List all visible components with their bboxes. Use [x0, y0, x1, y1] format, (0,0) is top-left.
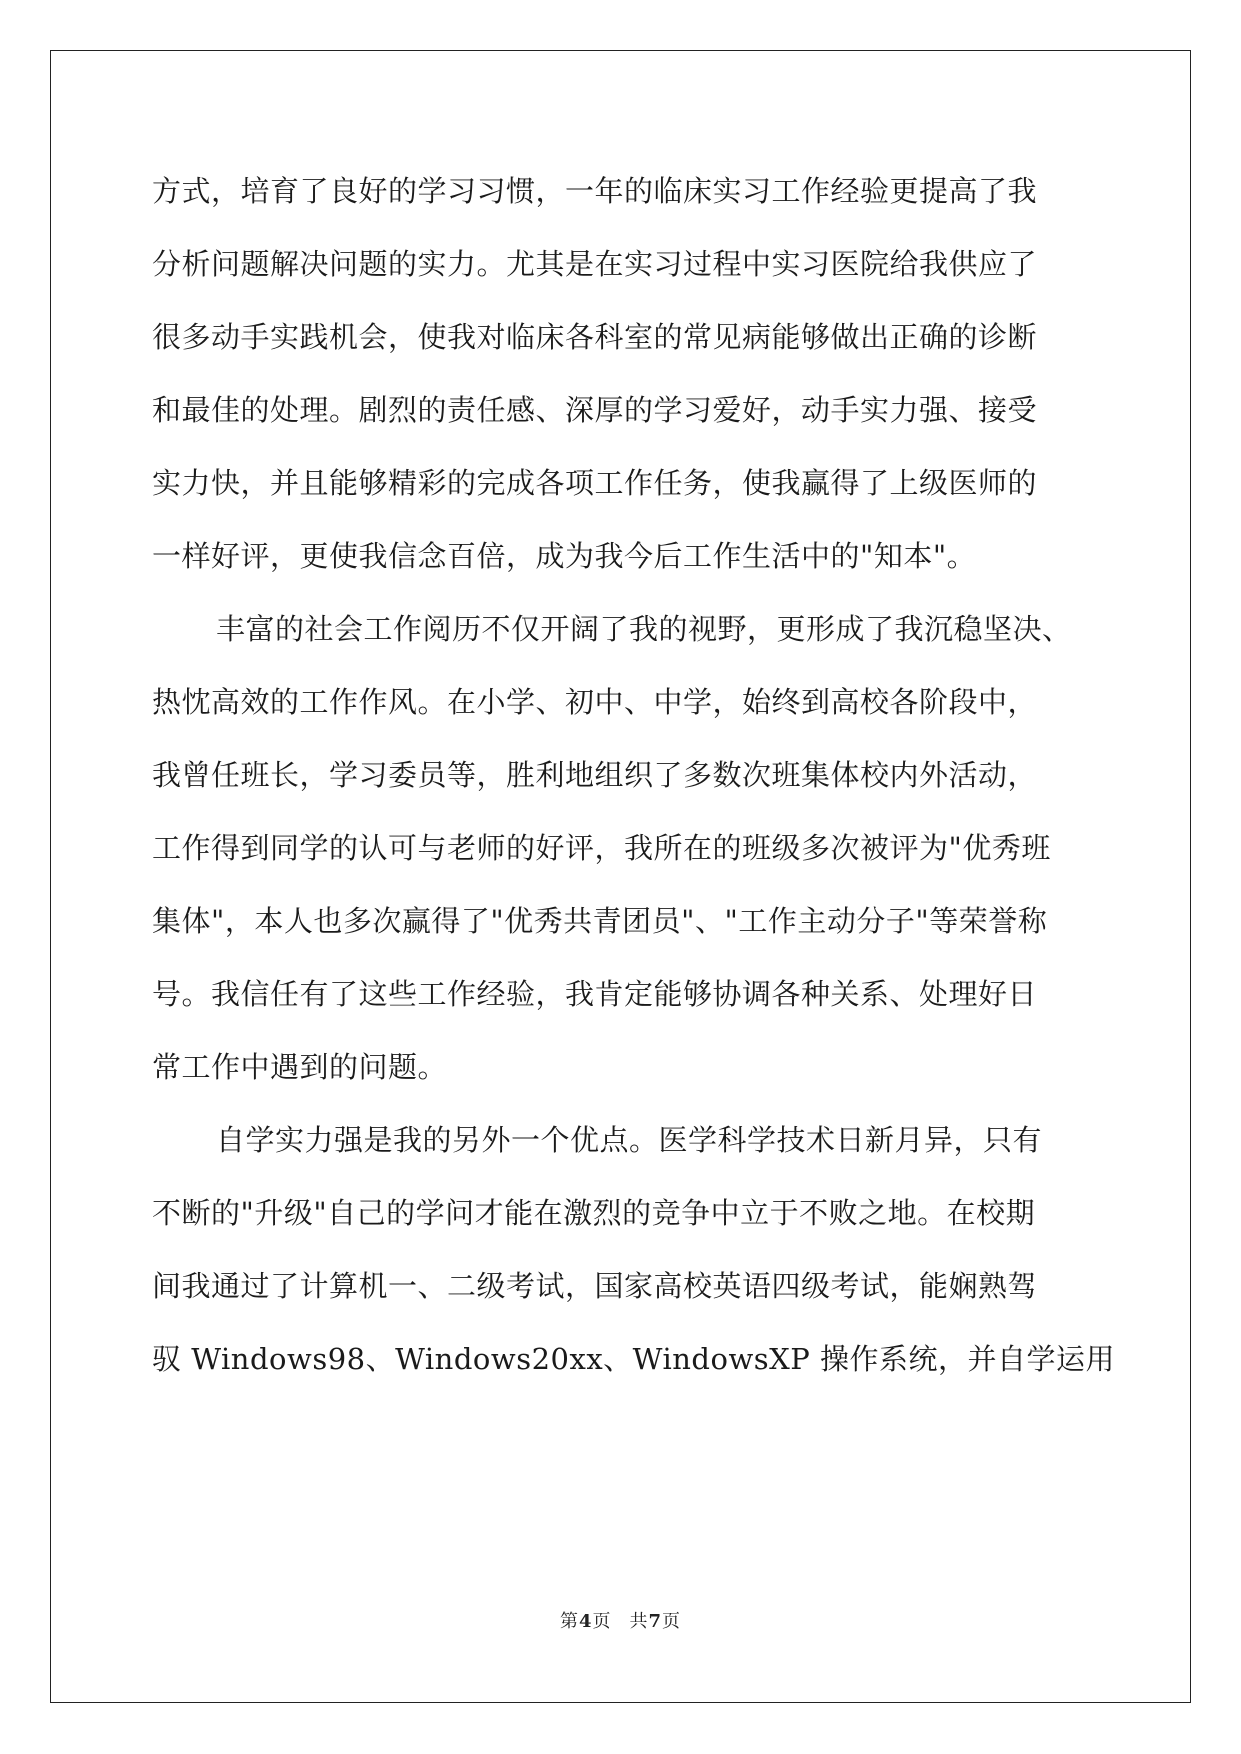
total-unit: 页 — [662, 1611, 682, 1632]
paragraph-first-line: 自学实力强是我的另外一个优点。医学科学技术日新月异，只有 — [216, 1123, 1043, 1157]
text-line: 不断的"升级"自己的学问才能在激烈的竞争中立于不败之地。在校期 — [152, 1196, 1036, 1230]
text-line: 实力快，并且能够精彩的完成各项工作任务，使我赢得了上级医师的 — [152, 466, 1038, 500]
text-line: 和最佳的处理。剧烈的责任感、深厚的学习爱好，动手实力强、接受 — [152, 393, 1038, 427]
text-line: 一样好评，更使我信念百倍，成为我今后工作生活中的"知本"。 — [152, 539, 977, 573]
text-line: 间我通过了计算机一、二级考试，国家高校英语四级考试，能娴熟驾 — [152, 1269, 1038, 1303]
paragraph-first-line: 丰富的社会工作阅历不仅开阔了我的视野，更形成了我沉稳坚决、 — [216, 612, 1072, 646]
document-body — [152, 155, 1116, 1396]
text-line: 热忱高效的工作作风。在小学、初中、中学，始终到高校各阶段中， — [152, 685, 1038, 719]
text-line: 集体"，本人也多次赢得了"优秀共青团员"、"工作主动分子"等荣誉称 — [152, 904, 1048, 938]
text-line: 常工作中遇到的问题。 — [152, 1050, 448, 1084]
page-number-footer — [0, 1610, 1241, 1634]
page-unit: 页 — [592, 1611, 612, 1632]
text-line: 方式，培育了良好的学习习惯，一年的临床实习工作经验更提高了我 — [152, 174, 1038, 208]
text-line: 很多动手实践机会，使我对临床各科室的常见病能够做出正确的诊断 — [152, 320, 1038, 354]
page-prefix: 第 — [559, 1611, 579, 1632]
total-prefix: 共 — [629, 1611, 649, 1632]
text-line: 分析问题解决问题的实力。尤其是在实习过程中实习医院给我供应了 — [152, 247, 1038, 281]
text-line: 驭 Windows98、Windows20xx、WindowsXP 操作系统，并自学运用 — [152, 1342, 1116, 1376]
text-line: 号。我信任有了这些工作经验，我肯定能够协调各种关系、处理好日 — [152, 977, 1038, 1011]
total-page-count: 7 — [648, 1611, 663, 1632]
text-line: 我曾任班长，学习委员等，胜利地组织了多数次班集体校内外活动， — [152, 758, 1038, 792]
text-line: 工作得到同学的认可与老师的好评，我所在的班级多次被评为"优秀班 — [152, 831, 1051, 865]
current-page-number: 4 — [578, 1611, 593, 1632]
